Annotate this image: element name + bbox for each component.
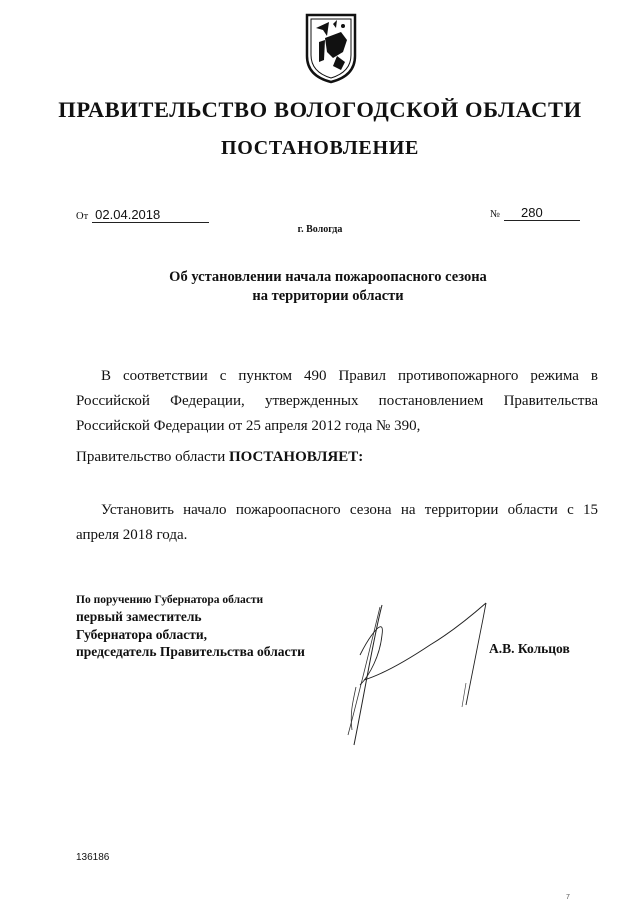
resolves-prefix: Правительство области — [76, 449, 229, 465]
signature-block — [76, 593, 305, 661]
signer-title-2: Губернатора области, — [76, 626, 207, 642]
document-subject — [0, 268, 640, 306]
city: г. Вологда — [297, 224, 343, 235]
number-value: 280 — [504, 205, 580, 221]
coat-of-arms-icon — [303, 12, 359, 84]
date-prefix: От — [76, 211, 89, 222]
signer-title-3: председатель Правительства области — [76, 644, 305, 659]
organization-title: ПРАВИТЕЛЬСТВО ВОЛОГОДСКОЙ ОБЛАСТИ — [58, 97, 582, 122]
page-mark: 7 — [566, 894, 570, 901]
resolves-word: ПОСТАНОВЛЯЕТ: — [228, 449, 364, 465]
body-paragraph-1: В соответствии с пунктом 490 Правил противопожарного режима в Российской Федерации, утвержденных постановлением Правительства Российской Федерации от 25 апреля 2012 года № 390, — [76, 368, 598, 434]
date-value: 02.04.2018 — [92, 207, 209, 223]
subject-line-2: на территории области — [252, 288, 404, 304]
handwritten-signature — [330, 595, 500, 750]
date-field — [76, 206, 209, 224]
document-code: 136186 — [76, 852, 110, 863]
number-prefix: № — [490, 209, 501, 220]
subject-line-1: Об установлении начала пожароопасного сезона — [169, 269, 487, 285]
number-field — [490, 204, 580, 222]
document-type: ПОСТАНОВЛЕНИЕ — [220, 137, 420, 159]
signature-caption: По поручению Губернатора области — [76, 594, 264, 606]
body-paragraph-2: Установить начало пожароопасного сезона на территории области с 15 апреля 2018 года. — [76, 502, 598, 543]
signer-name: А.В. Кольцов — [489, 641, 570, 656]
signer-title-1: первый заместитель — [76, 609, 202, 624]
resolves-line — [76, 445, 363, 470]
